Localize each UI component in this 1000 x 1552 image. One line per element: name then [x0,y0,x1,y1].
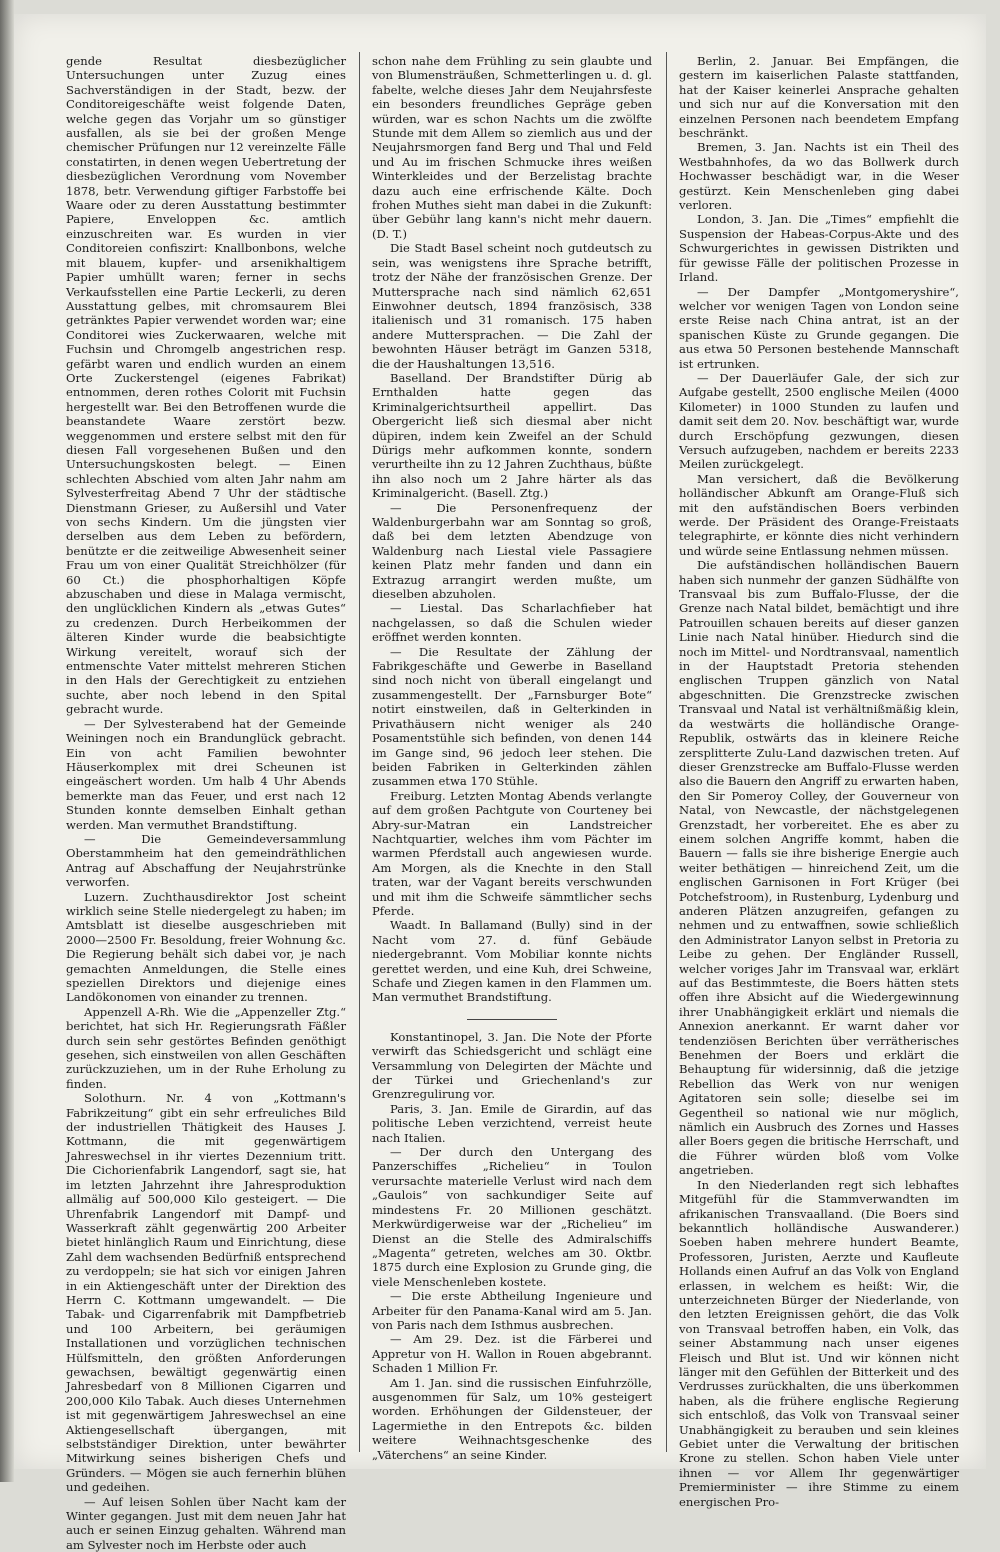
section-separator [467,1019,557,1020]
article-paragraph: Waadt. In Ballamand (Bully) sind in der Nacht vom 27. d. fünf Gebäude niedergebrannt. Vom Mobiliar konnte nichts gerettet werden, und eine Kuh, drei Schweine, Schafe und Ziegen kamen in den Flammen um. Man vermuthet Brandstiftung. [372,918,652,1005]
article-paragraph: Die aufständischen holländischen Bauern haben sich nunmehr der ganzen Südhälfte von Transvaal bis zum Buffalo-Flusse, der die Grenze nach Natal bildet, bemächtigt und ihre Patrouillen schauen bereits auf dieser ganzen Linie nach Natal hinüber. Hiedurch sind die noch im Mittel- und Nordtransvaal, namentlich in der Hauptstadt Pretoria stehenden englischen Truppen gänzlich von Natal abgeschnitten. Die Grenzstrecke zwischen Transvaal und Natal ist verhältnißmäßig klein, da westwärts die holländische Orange-Republik, ostwärts das in kleinere Reiche zersplitterte Zulu-Land dazwischen treten. Auf dieser Grenzstrecke am Buffalo-Flusse werden also die Bauern den Angriff zu erwarten haben, den Sir Pomeroy Colley, der Gouverneur von Natal, von Newcastle, der nächstgelegenen Grenzstadt, her vorbereitet. Ehe es aber zu einem solchen Angriffe kommt, haben die Bauern — falls sie ihre bisherige Energie auch weiter bethätigen — hinreichend Zeit, um die englischen Garnisonen in Fort Krüger (bei Potchefstroom), in Rustenburg, Lydenburg und anderen Plätzen anzugreifen, gefangen zu nehmen und zu entwaffnen, sowie schließlich den Administrator Lanyon selbst in Pretoria zu Leibe zu gehen. Der Engländer Russell, welcher voriges Jahr im Transvaal war, erklärt auf das Bestimmteste, die Boers hätten stets offen ihre Absicht auf die Wiedergewinnung ihrer Unabhängigkeit erklärt und niemals die Annexion anerkannt. Er warnt daher vor tendenziösen Berichten über verrätherisches Benehmen der Boers und erklärt die Behauptung für widersinnig, daß die jetzige Rebellion das Werk von nur wenigen Agitatoren sein solle; dieselbe sei im Gegentheil so national wie nur möglich, nämlich ein Ausbruch des Zornes und Hasses aller Boers gegen die britische Herrschaft, und die Führer würden bloß vom Volke angetrieben. [679,558,959,1178]
article-paragraph: Paris, 3. Jan. Emile de Girardin, auf das politische Leben verzichtend, verreist heute nach Italien. [372,1101,652,1145]
article-paragraph: — Liestal. Das Scharlachfieber hat nachgelassen, so daß die Schulen wieder eröffnet werden konnten. [372,601,652,645]
article-paragraph: — Die erste Abtheilung Ingenieure und Arbeiter für den Panama-Kanal wird am 5. Jan. von Paris nach dem Isthmus ausbrechen. [372,1289,652,1332]
article-paragraph: — Die Resultate der Zählung der Fabrikgeschäfte und Gewerbe in Baselland sind noch nicht von überall eingelangt und zusammengestellt. Der „Farnsburger Bote“ notirt einstweilen, daß in Gelterkinden in Privathäusern nicht weniger als 240 Posamentstühle sich befinden, von denen 144 im Gange sind, 96 jedoch leer stehen. Die beiden Fabriken in Gelterkinden zählen zusammen etwa 170 Stühle. [372,644,652,789]
article-paragraph: — Der durch den Untergang des Panzerschiffes „Richelieu“ in Toulon verursachte materielle Verlust wird nach dem „Gaulois“ von sachkundiger Seite auf mindestens Fr. 20 Millionen geschätzt. Merkwürdigerweise war der „Richelieu“ im Dienst an die Stelle des Admiralschiffs „Magenta“ getreten, welches am 30. Oktbr. 1875 durch eine Explosion zu Grunde ging, die viele Menschenleben kostete. [372,1145,652,1289]
article-paragraph: Luzern. Zuchthausdirektor Jost scheint wirklich seine Stelle niedergelegt zu haben; im Amtsblatt ist dieselbe ausgeschrieben mit 2000—2500 Fr. Besoldung, freier Wohnung &c. Die Regierung behält sich dabei vor, je nach gemachten Anmeldungen, die Stelle eines speziellen Direktors und diejenige eines Landökonomen von einander zu trennen. [66,889,346,1005]
article-paragraph: Konstantinopel, 3. Jan. Die Note der Pforte verwirft das Schiedsgericht und schlägt eine Versammlung von Delegirten der Mächte und der Türkei und Griechenland's zur Grenzregulirung vor. [372,1029,652,1102]
article-paragraph: gende Resultat diesbezüglicher Untersuchungen unter Zuzug eines Sachverständigen in der Stadt, bezw. der Conditoreigeschäfte weist folgende Daten, welche gegen das Vorjahr um so günstiger ausfallen, als sie bei der großen Menge chemischer Prüfungen nur 12 vereinzelte Fälle constatirten, in denen wegen Uebertretung der diesbezüglichen Verordnung vom November 1878, betr. Verwendung giftiger Farbstoffe bei Waare oder zu deren Ausstattung bestimmter Papiere, Enveloppen &c. amtlich einzuschreiten war. Es wurden in vier Conditoreien confiszirt: Knallbonbons, welche mit blauem, kupfer- und arsenikhaltigem Papier umhüllt waren; ferner in sechs Verkaufsstellen eine Partie Leckerli, zu deren Ausstattung gelbes, mit chromsaurem Blei getränktes Papier verwendet worden war; eine Conditorei wies Zuckerwaaren, welche mit Fuchsin und Chromgelb angestrichen resp. gefärbt waren und endlich wurden an einem Orte Zuckerstengel (eigenes Fabrikat) entnommen, deren rothes Colorit mit Fuchsin hergestellt war. Bei den Betroffenen wurde die beanstandete Waare zerstört bezw. weggenommen und erstere selbst mit den für diesen Fall vorgesehenen Bußen und den Untersuchungskosten belegt. — Einen schlechten Abschied vom alten Jahr nahm am Sylvesterfreitag Abend 7 Uhr der städtische Dienstmann Grieser, zu Außersihl und Vater von sechs Kindern. Um die jüngsten vier derselben aus dem Leben zu befördern, benützte er die zeitweilige Abwesenheit seiner Frau um von einer Qualität Streichhölzer (für 60 Ct.) die phosphorhaltigen Köpfe abzuschaben und diese in Malaga vermischt, den unglücklichen Kindern als „etwas Gutes“ zu credenzen. Durch Herbeikommen der älteren Kinder wurde die beabsichtigte Wirkung vereitelt, worauf sich der entmenschte Vater mittelst mehreren Stichen in den Hals der Gerechtigkeit zu entziehen suchte, aber noch lebend in den Spital gebracht wurde. [66,54,346,717]
article-paragraph: schon nahe dem Frühling zu sein glaubte und von Blumensträußen, Schmetterlingen u. d. gl. fabelte, welche dieses Jahr dem Neujahrsfeste ein besonders freundliches Gepräge geben würden, war es schon Nachts um die zwölfte Stunde mit dem Allem so ziemlich aus und der Neujahrsmorgen fand Berg und Thal und Feld und Au im frischen Schmucke ihres weißen Winterkleides und der Berzelistag brachte dazu auch eine erfrischende Kälte. Doch frohen Muthes sieht man dabei in die Zukunft: über Gebühr lang kann's nicht mehr dauern. (D. T.) [372,54,652,241]
article-paragraph: — Der Sylvesterabend hat der Gemeinde Weiningen noch ein Brandunglück gebracht. Ein von acht Familien bewohnter Häuserkomplex mit drei Scheunen ist eingeäschert worden. Um halb 4 Uhr Abends bemerkte man das Feuer, und erst nach 12 Stunden konnte demselben Einhalt gethan werden. Man vermuthet Brandstiftung. [66,716,346,832]
column-rule [359,52,360,1452]
article-paragraph: In den Niederlanden regt sich lebhaftes Mitgefühl für die Stammverwandten im afrikanischen Transvaalland. (Die Boers sind bekanntlich holländische Auswanderer.) Soeben haben mehrere hundert Beamte, Professoren, Juristen, Aerzte und Kaufleute Hollands einen Aufruf an das Volk von England erlassen, in welchem es heißt: Wir, die unterzeichneten Bürger der Niederlande, von den letzten Ereignissen gehört, die das Volk von Transvaal betroffen haben, ein Volk, das seiner Abstammung nach unser eigenes Fleisch und Blut ist. Und wir können nicht länger mit den Gefühlen der Bitterkeit und des Verdrusses zurückhalten, die uns überkommen haben, als die frühere englische Regierung sich entschloß, das Volk von Transvaal seiner Unabhängigkeit zu berauben und sein kleines Gebiet unter die Verwaltung der britischen Krone zu stellen. Schon haben Viele unter ihnen — vor Allem Ihr gegenwärtiger Premierminister — ihre Stimme zu einem energischen Pro- [679,1177,959,1509]
article-paragraph: Berlin, 2. Januar. Bei Empfängen, die gestern im kaiserlichen Palaste stattfanden, hat der Kaiser keinerlei Ansprache gehalten und sich nur auf die Konversation mit den einzelnen Personen nach beendetem Empfang beschränkt. [679,54,959,141]
column-2 [372,54,652,1462]
article-paragraph: Freiburg. Letzten Montag Abends verlangte auf dem großen Pachtgute von Courteney bei Abry-sur-Matran ein Landstreicher Nachtquartier, welches ihm vom Pächter im warmen Pferdstall auch angewiesen wurde. Am Morgen, als die Knechte in den Stall traten, war der Vagant bereits verschwunden und mit ihm die Schweife sämmtlicher sechs Pferde. [372,788,652,918]
scan-binding-edge [0,0,14,1482]
article-paragraph: Bremen, 3. Jan. Nachts ist ein Theil des Westbahnhofes, da wo das Bollwerk durch Hochwasser beschädigt war, in die Weser gestürzt. Kein Menschenleben ging dabei verloren. [679,140,959,213]
article-paragraph: Man versichert, daß die Bevölkerung holländischer Abkunft am Orange-Fluß sich mit den aufständischen Boers verbinden werde. Der Präsident des Orange-Freistaats telegraphirte, er könnte dies nicht verhindern und würde seine Entlassung nehmen müssen. [679,471,959,558]
article-paragraph: — Auf leisen Sohlen über Nacht kam der Winter gegangen. Just mit dem neuen Jahr hat auch er seinen Einzug gehalten. Während man am Sylvester noch im Herbste oder auch [66,1494,346,1552]
article-paragraph: — Der Dampfer „Montgomeryshire“, welcher vor wenigen Tagen von London seine erste Reise nach China antrat, ist an der spanischen Küste zu Grunde gegangen. Die aus etwa 50 Personen bestehende Mannschaft ist ertrunken. [679,284,959,371]
column-1 [66,54,346,1552]
column-3 [679,54,959,1509]
article-paragraph: — Die Gemeindeversammlung Oberstammheim hat den gemeindräthlichen Antrag auf Abschaffung der Neujahrstrünke verworfen. [66,831,346,890]
column-rule [666,52,667,1452]
article-paragraph: — Die Personenfrequenz der Waldenburgerbahn war am Sonntag so groß, daß bei dem letzten Abendzuge von Waldenburg nach Liestal viele Passagiere keinen Platz mehr fanden und dann ein Extrazug arrangirt werden mußte, um dieselben abzuholen. [372,500,652,602]
article-paragraph: Baselland. Der Brandstifter Dürig ab Ernthalden hatte gegen das Kriminalgerichtsurtheil appellirt. Das Obergericht ließ sich diesmal aber nicht düpiren, indem kein Zweifel an der Schuld Dürigs mehr aufkommen konnte, sondern verurtheilte ihn zu 12 Jahren Zuchthaus, büßte ihn also noch um 2 Jahre härter als das Kriminalgericht. (Basell. Ztg.) [372,370,652,501]
newspaper-page [14,14,986,1552]
article-paragraph: London, 3. Jan. Die „Times“ empfiehlt die Suspension der Habeas-Corpus-Akte und des Schwurgerichtes in gewissen Distrikten und für gewisse Fälle der politischen Prozesse in Irland. [679,212,959,285]
article-paragraph: Solothurn. Nr. 4 von „Kottmann's Fabrikzeitung“ gibt ein sehr erfreuliches Bild der industriellen Thätigkeit des Hauses J. Kottmann, die mit gegenwärtigem Jahreswechsel in ihr viertes Dezennium tritt. Die Cichorienfabrik Langendorf, sagt sie, hat im letzten Jahrzehnt ihre Jahresproduktion allmälig auf 500,000 Kilo gesteigert. — Die Uhrenfabrik Langendorf mit Dampf- und Wasserkraft zählt gegenwärtig 200 Arbeiter bietet hinlänglich Raum und Einrichtung, diese Zahl dem wachsenden Bedürfniß entsprechend zu verdoppeln; sie hat sich vor einigen Jahren in ein Aktiengeschäft unter der Direktion des Herrn C. Kottmann umgewandelt. — Die Tabak- und Cigarrenfabrik mit Dampfbetrieb und 100 Arbeitern, bei geräumigen Installationen und vorzüglichen technischen Hülfsmitteln, den größten Anforderungen gewachsen, bewältigt gegenwärtig einen Jahresbedarf von 8 Millionen Cigarren und 200,000 Kilo Tabak. Auch dieses Unternehmen ist mit gegenwärtigem Jahreswechsel an eine Aktiengesellschaft übergangen, mit selbstständiger Direktion, unter bewährter Mitwirkung seines bisherigen Chefs und Gründers. — Mögen sie auch fernerhin blühen und gedeihen. [66,1091,346,1495]
article-paragraph: Am 1. Jan. sind die russischen Einfuhrzölle, ausgenommen für Salz, um 10% gesteigert worden. Erhöhungen der Gildensteuer, der Lagermiethe in den Entrepots &c. bilden weitere Weihnachtsgeschenke des „Väterchens“ an seine Kinder. [372,1375,652,1462]
article-paragraph: — Der Dauerläufer Gale, der sich zur Aufgabe gestellt, 2500 englische Meilen (4000 Kilometer) in 1000 Stunden zu laufen und damit seit dem 20. Nov. beschäftigt war, wurde durch Erschöpfung gezwungen, diesen Versuch aufzugeben, nachdem er bereits 2233 Meilen zurückgelegt. [679,370,959,472]
article-paragraph: Appenzell A-Rh. Wie die „Appenzeller Ztg.“ berichtet, hat sich Hr. Regierungsrath Fäßler durch sein sehr gestörtes Befinden genöthigt gesehen, sich einstweilen von allen Geschäften zurückzuziehen, um in der Ruhe Erholung zu finden. [66,1004,346,1091]
article-paragraph: — Am 29. Dez. ist die Färberei und Appretur von H. Wallon in Rouen abgebrannt. Schaden 1 Million Fr. [372,1332,652,1376]
article-paragraph: Die Stadt Basel scheint noch gutdeutsch zu sein, was wenigstens ihre Sprache betrifft, trotz der Nähe der französischen Grenze. Der Muttersprache nach sind nämlich 62,651 Einwohner deutsch, 1894 französisch, 338 italienisch und 31 romanisch. 175 haben andere Muttersprachen. — Die Zahl der bewohnten Häuser beträgt im Ganzen 5318, die der Haushaltungen 13,516. [372,241,652,371]
